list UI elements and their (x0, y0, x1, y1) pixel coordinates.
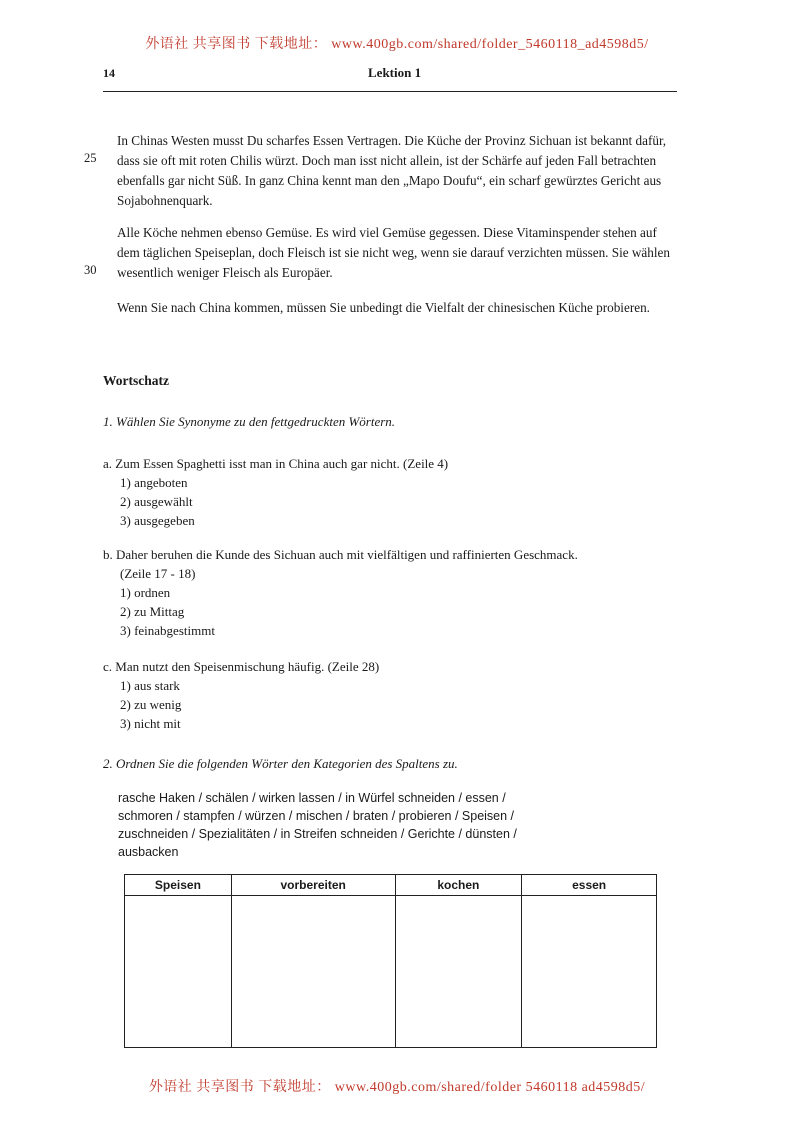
line-number-25: 25 (84, 151, 97, 165)
word-bank (118, 789, 658, 861)
answer-cell-essen[interactable] (522, 896, 657, 1048)
question-a (103, 454, 683, 530)
question-a-option-3[interactable]: 3) ausgegeben (120, 513, 195, 528)
section-title: Wortschatz (103, 373, 169, 388)
header-divider (103, 91, 677, 92)
word-bank-line: rasche Haken / schälen / wirken lassen / in Würfel schneiden / essen / (118, 791, 506, 805)
question-a-text: a. Zum Essen Spaghetti isst man in China auch gar nicht. (Zeile 4) (103, 456, 449, 471)
column-header-kochen: kochen (395, 875, 522, 896)
reading-paragraph-2: Alle Köche nehmen ebenso Gemüse. Es wird viel Gemüse gegessen. Diese Vitaminspender stehen auf dem täglichen Speiseplan, doch Fleisch ist sie nicht weg, wenn sie darauf verzichten müssen. Sie wählen wesentlich weniger Fleisch als Europäer. (117, 225, 670, 280)
word-bank-line: schmoren / stampfen / würzen / mischen / braten / probieren / Speisen / (118, 809, 515, 823)
question-b-option-1[interactable]: 1) ordnen (120, 585, 171, 600)
word-bank-line: ausbacken (118, 845, 179, 859)
exercise-2-instruction: 2. Ordnen Sie die folgenden Wörter den Kategorien des Spaltens zu. (103, 756, 458, 771)
question-a-option-2[interactable]: 2) ausgewählt (120, 494, 193, 509)
reading-paragraph-3: Wenn Sie nach China kommen, müssen Sie unbedingt die Vielfalt der chinesischen Küche probieren. (117, 300, 650, 315)
question-b-option-3[interactable]: 3) feinabgestimmt (120, 623, 215, 638)
question-b-text: b. Daher beruhen die Kunde des Sichuan auch mit vielfältigen und raffinierten Geschmack. (103, 547, 578, 562)
question-c-text: c. Man nutzt den Speisenmischung häufig. (Zeile 28) (103, 659, 380, 674)
line-number-30: 30 (84, 263, 97, 277)
answer-cell-speisen[interactable] (125, 896, 232, 1048)
question-c (103, 657, 683, 733)
question-c-option-2[interactable]: 2) zu wenig (120, 697, 182, 712)
reading-paragraph-1: In Chinas Westen musst Du scharfes Essen Vertragen. Die Küche der Provinz Sichuan ist bekannt dafür, dass sie oft mit roten Chilis würzt. Doch man isst nicht allein, ist der Schärfe auf jeden Fall betrachten ebenfalls gar nicht Süß. In ganz China kennt man den „Mapo Doufu“, ein scharf gewürztes Gericht aus Sojabohnenquark. (117, 133, 667, 208)
question-b (103, 545, 683, 640)
word-bank-line: zuschneiden / Spezialitäten / in Streifen schneiden / Gerichte / dünsten / (118, 827, 517, 841)
page-number: 14 (103, 66, 115, 80)
watermark-top: 外语社 共享图书 下载地址： www.400gb.com/shared/folder_5460118_ad4598d5/ (145, 37, 649, 52)
answer-cell-kochen[interactable] (395, 896, 522, 1048)
column-header-speisen: Speisen (125, 875, 232, 896)
exercise-1-instruction: 1. Wählen Sie Synonyme zu den fettgedruckten Wörtern. (103, 414, 396, 429)
running-title: Lektion 1 (368, 65, 422, 80)
column-header-essen: essen (522, 875, 657, 896)
question-b-option-2[interactable]: 2) zu Mittag (120, 604, 185, 619)
category-table (124, 874, 657, 1048)
question-a-option-1[interactable]: 1) angeboten (120, 475, 188, 490)
question-b-line-ref: (Zeile 17 - 18) (120, 566, 196, 581)
answer-cell-vorbereiten[interactable] (231, 896, 395, 1048)
question-c-option-3[interactable]: 3) nicht mit (120, 716, 181, 731)
watermark-bottom: 外语社 共享图书 下载地址： www.400gb.com/shared/folder 5460118 ad4598d5/ (148, 1080, 646, 1095)
question-c-option-1[interactable]: 1) aus stark (120, 678, 180, 693)
column-header-vorbereiten: vorbereiten (231, 875, 395, 896)
